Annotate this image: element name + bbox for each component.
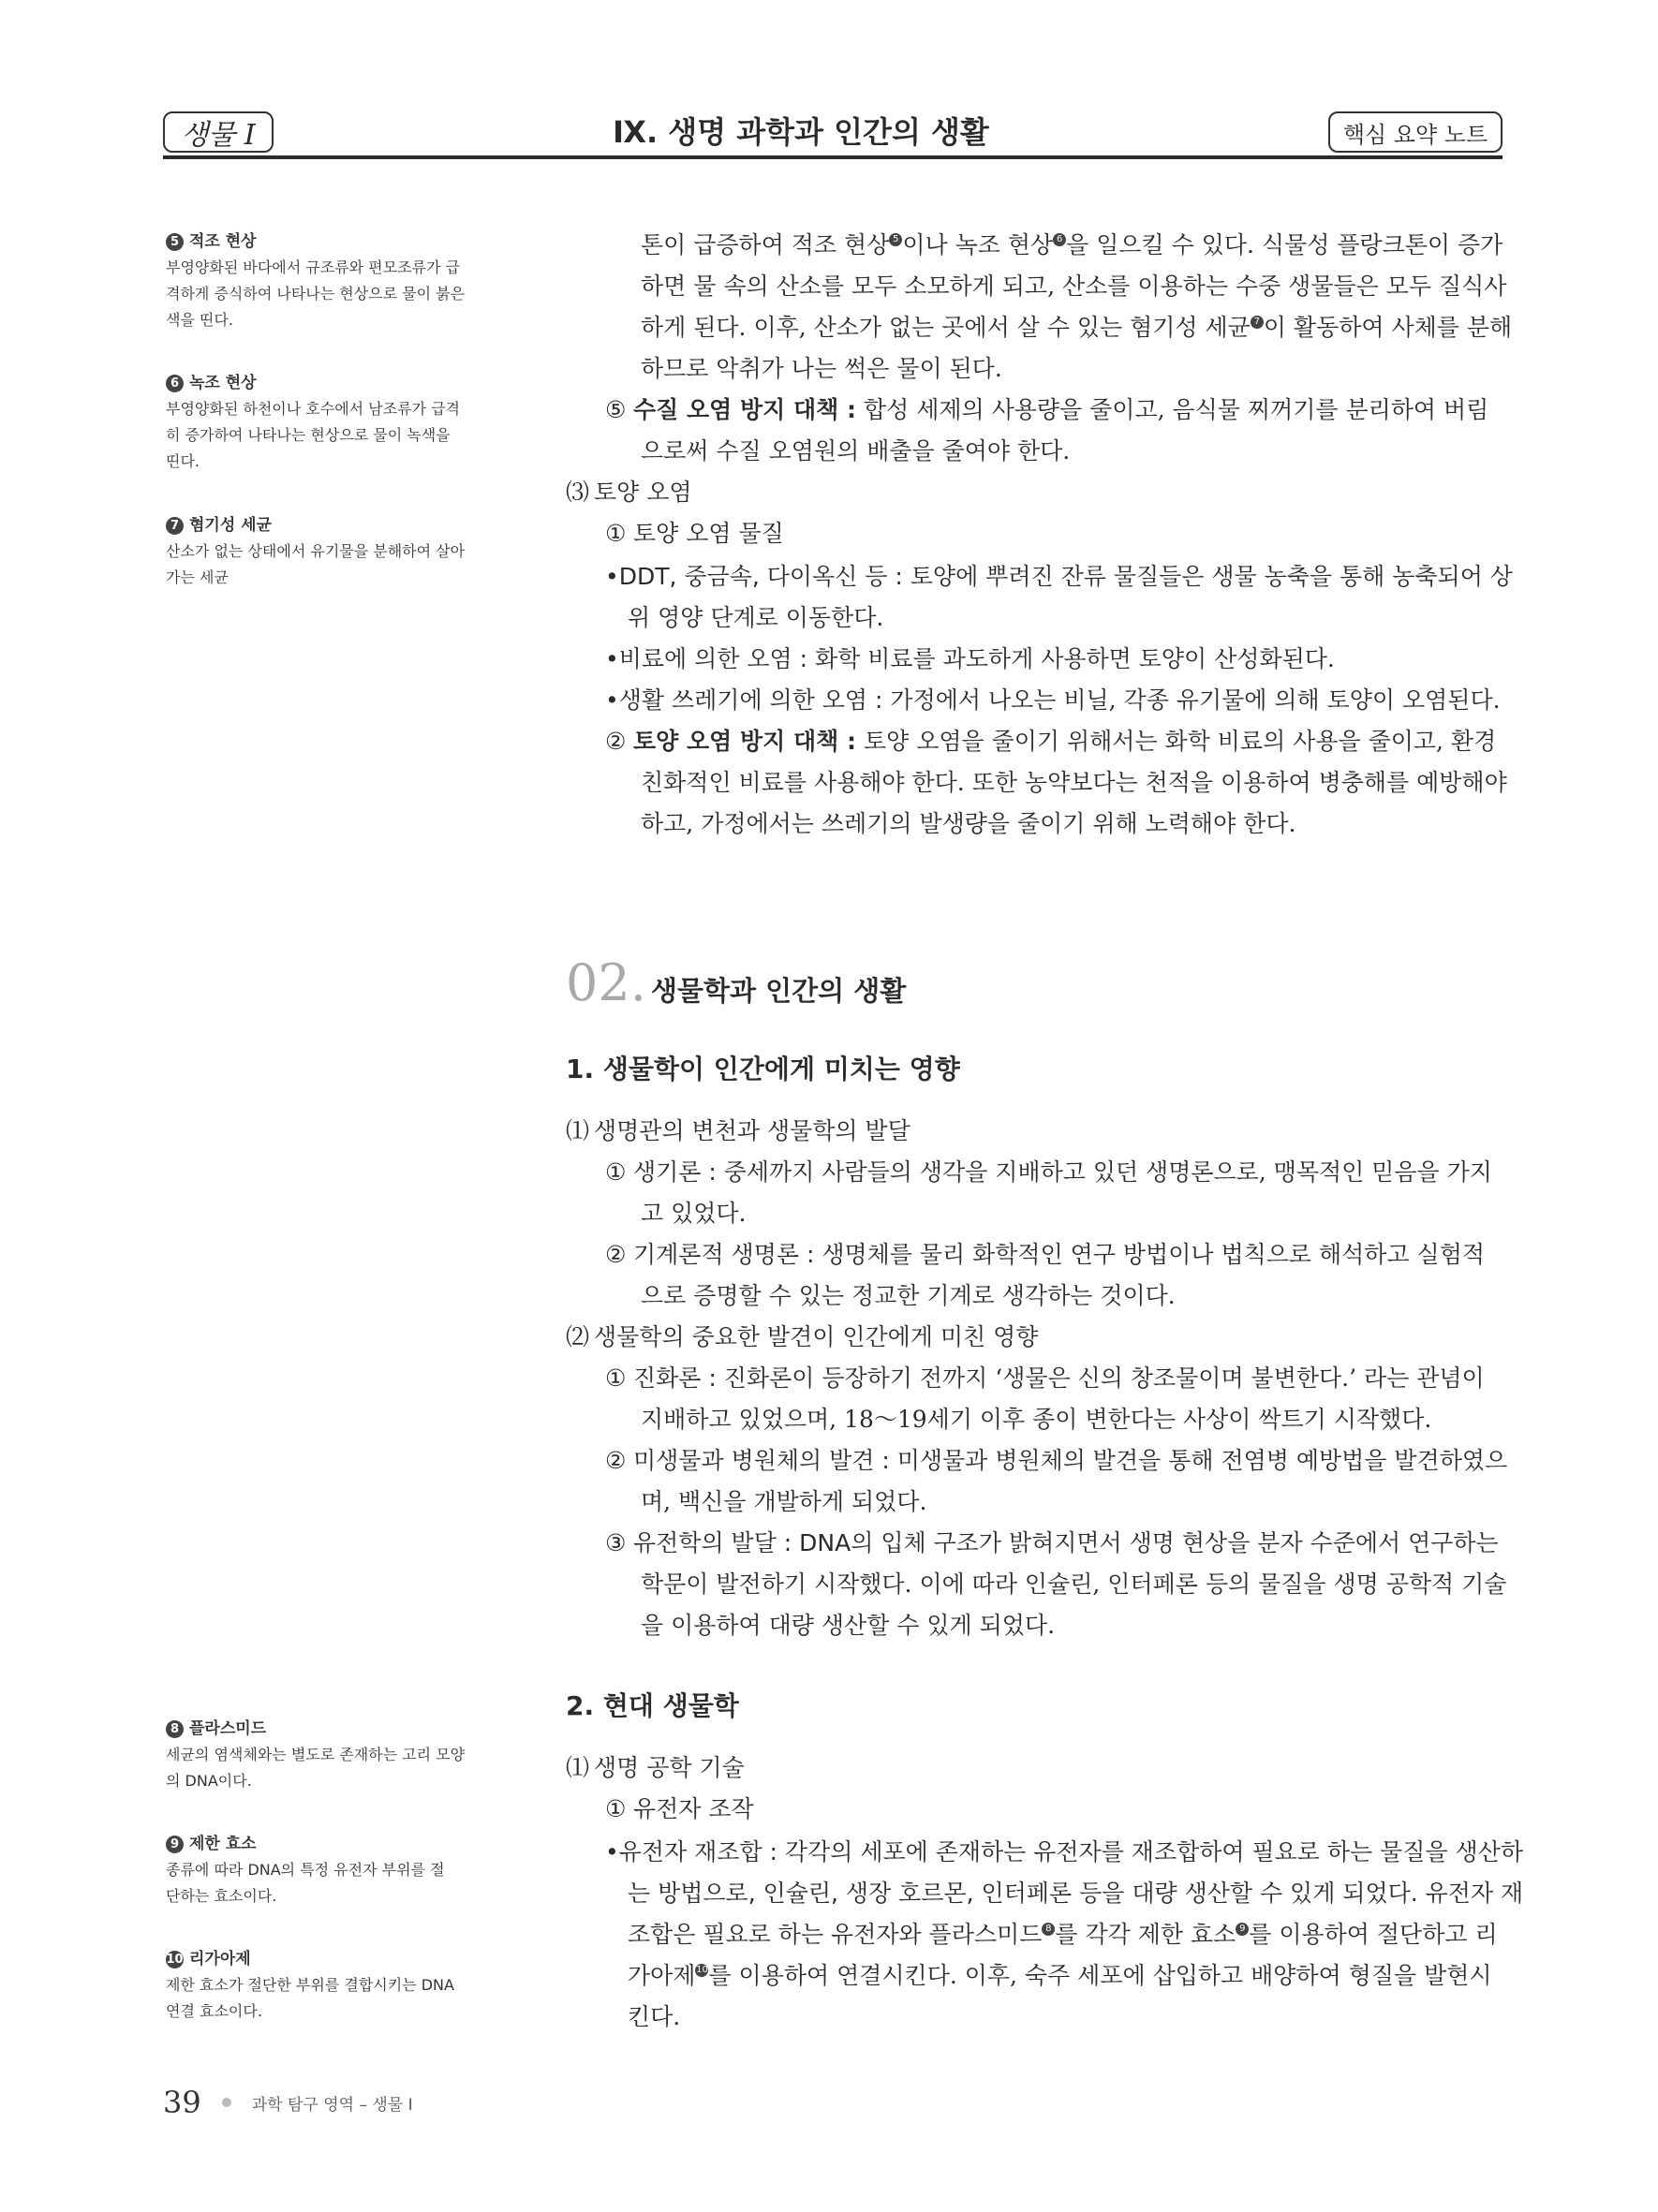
note-line: 색을 띤다. [166, 311, 233, 329]
subsection-heading: ⑴ 생명관의 변천과 생물학의 발달 [566, 1117, 910, 1144]
bullet-item: •유전자 재조합 : 각각의 세포에 존재하는 유전자를 재조합하여 필요로 하는 물질을 생산하 [605, 1838, 1523, 1865]
list-item: ② 미생물과 병원체의 발견 : 미생물과 병원체의 발견을 통해 전염병 예방법을 발견하였으 [605, 1447, 1508, 1474]
section-tag-text: 핵심 요약 노트 [1342, 121, 1488, 148]
body-line: 하게 된다. 이후, 산소가 없는 곳에서 살 수 있는 혐기성 세균 $^7$ 이 활동하여 사체를 분해 [641, 314, 1513, 341]
heading-1: 1. 생물학이 인간에게 미치는 영향 [566, 1054, 960, 1084]
section-tag [1328, 111, 1503, 153]
note-line: 단하는 효소이다. [166, 1887, 277, 1905]
page-title: Ⅸ. 생명 과학과 인간의 생활 [613, 114, 989, 150]
body-line: 친화적인 비료를 사용해야 한다. 또한 농약보다는 천적을 이용하여 병충해를 예방해야 [641, 769, 1507, 796]
subsection-heading: ⑶ 토양 오염 [566, 479, 692, 506]
subsection-heading: ⑵ 생물학의 중요한 발견이 인간에게 미친 영향 [566, 1323, 1039, 1350]
subject-text: 생물 I [181, 119, 256, 152]
body-line: 하므로 악취가 나는 썩은 물이 된다. [641, 355, 1002, 382]
note-line: 종류에 따라 DNA의 특정 유전자 부위를 절 [166, 1861, 445, 1879]
bullet-item: •비료에 의한 오염 : 화학 비료를 과도하게 사용하면 토양이 산성화된다. [605, 645, 1335, 672]
header-rule [163, 155, 1503, 159]
section-title: 생물학과 인간의 생활 [650, 975, 907, 1007]
list-item: ① 진화론 : 진화론이 등장하기 전까지 ‘생물은 신의 창조물이며 불변한다.’ 라는 관념이 [605, 1364, 1485, 1392]
footnote-marker: 9 [1236, 1923, 1249, 1936]
note-number-badge: 8 [166, 1720, 184, 1738]
body-line: 지배하고 있었으며, 18～19세기 이후 종이 변한다는 사상이 싹트기 시작했다. [641, 1406, 1432, 1433]
note-line: 세균의 염색체와는 별도로 존재하는 고리 모양 [166, 1746, 466, 1763]
footer-dot [222, 2098, 231, 2107]
note-title: 녹조 현상 [189, 374, 257, 392]
note-line: 산소가 없는 상태에서 유기물을 분해하여 살아 [166, 542, 466, 560]
body-line: 으로써 수질 오염원의 배출을 줄여야 한다. [641, 437, 1071, 465]
subject-label [163, 111, 274, 153]
body-line: 킨다. [628, 2003, 681, 2030]
body-line: 으로 증명할 수 있는 정교한 기계로 생각하는 것이다. [641, 1282, 1176, 1309]
note-number-badge: 10 [166, 1953, 184, 1967]
note-9 [166, 1831, 503, 1910]
body-line: 위 영양 단계로 이동한다. [628, 604, 884, 631]
note-line: 가는 세균 [166, 568, 229, 586]
note-number-badge: 5 [166, 233, 184, 251]
body-line: 하면 물 속의 산소를 모두 소모하게 되고, 산소를 이용하는 수중 생물들은 모두 질식사 [641, 273, 1507, 300]
note-line: 히 증가하여 나타나는 현상으로 물이 녹색을 [166, 426, 451, 444]
note-title: 혐기성 세균 [189, 516, 273, 535]
page-footer [163, 2085, 413, 2120]
footnote-marker: 5 [889, 233, 902, 246]
list-item: ② 토양 오염 방지 대책 : 토양 오염을 줄이기 위해서는 화학 비료의 사용을 줄이고, 환경 [605, 728, 1497, 755]
note-8 [166, 1716, 503, 1794]
note-title: 적조 현상 [189, 232, 257, 251]
list-item: ③ 유전학의 발달 : DNA의 입체 구조가 밝혀지면서 생명 현상을 분자 수준에서 연구하는 [605, 1529, 1499, 1556]
note-line: 부영양화된 바다에서 규조류와 편모조류가 급 [166, 258, 461, 276]
bullet-item: •DDT, 중금속, 다이옥신 등 : 토양에 뿌려진 잔류 물질들은 생물 농축을 통해 농축되어 상 [605, 563, 1513, 590]
body-line: 학문이 발전하기 시작했다. 이에 따라 인슐린, 인터페론 등의 물질을 생명 공학적 기술 [641, 1571, 1507, 1598]
list-item: ① 유전자 조작 [605, 1795, 754, 1822]
note-line: 격하게 증식하여 나타나는 현상으로 물이 붉은 [166, 285, 466, 302]
body-line: 하고, 가정에서는 쓰레기의 발생량을 줄이기 위해 노력해야 한다. [641, 810, 1296, 837]
subsection-heading: ⑴ 생명 공학 기술 [566, 1754, 745, 1781]
bullet-item: •생활 쓰레기에 의한 오염 : 가정에서 나오는 비닐, 각종 유기물에 의해 토양이 오염된다. [605, 686, 1501, 714]
section-number: 02. [566, 953, 646, 1012]
note-number-badge: 7 [166, 517, 184, 535]
list-item: ② 기계론적 생명론 : 생명체를 물리 화학적인 연구 방법이나 법칙으로 해석하고 실험적 [605, 1241, 1486, 1268]
list-item: ① 생기론 : 중세까지 사람들의 생각을 지배하고 있던 생명론으로, 맹목적인 믿음을 가지 [605, 1158, 1492, 1186]
body-line: 조합은 필요로 하는 유전자와 플라스미드 $^8$ 를 각각 제한 효소 $^9$ 를 이용하여 절단하고 리 [628, 1921, 1498, 1948]
footnote-marker: 6 [1053, 233, 1066, 246]
footnote-marker: 7 [1251, 316, 1264, 329]
note-line: 의 DNA이다. [166, 1772, 252, 1790]
footer-text: 과학 탐구 영역 – 생물 I [251, 2095, 413, 2115]
note-5 [166, 229, 503, 333]
list-item: ① 토양 오염 물질 [605, 520, 784, 547]
note-10 [166, 1946, 503, 2025]
footnote-marker: 8 [1042, 1923, 1055, 1936]
note-title: 리가아제 [189, 1950, 251, 1969]
note-7 [166, 512, 503, 591]
body-line: 고 있었다. [641, 1200, 747, 1227]
heading-2: 2. 현대 생물학 [566, 1690, 739, 1721]
note-line: 부영양화된 하천이나 호수에서 남조류가 급격 [166, 400, 461, 418]
page-number: 39 [163, 2085, 201, 2120]
body-line: 며, 백신을 개발하게 되었다. [641, 1488, 927, 1515]
body-line: 는 방법으로, 인슐린, 생장 호르몬, 인터페론 등을 대량 생산할 수 있게 되었다. 유전자 재 [628, 1880, 1524, 1907]
body-line: 가아제$^{10}$를 이용하여 연결시킨다. 이후, 숙주 세포에 삽입하고 배양하여 형질을 발현시 [628, 1962, 1492, 1989]
note-title: 플라스미드 [189, 1719, 267, 1738]
body-line: 톤이 급증하여 적조 현상 $^5$ 이나 녹조 현상 $^6$ 을 일으킬 수 있다. 식물성 플랑크톤이 증가 [641, 231, 1503, 258]
note-line: 제한 효소가 절단한 부위를 결합시키는 DNA [166, 1976, 454, 1994]
note-line: 연결 효소이다. [166, 2002, 262, 2020]
footnote-marker: 10 [696, 1965, 708, 1975]
note-line: 띤다. [166, 452, 200, 470]
list-item: ⑤ 수질 오염 방지 대책 : 합성 세제의 사용량을 줄이고, 음식물 찌꺼기를 분리하여 버림 [605, 396, 1489, 423]
note-number-badge: 6 [166, 375, 184, 392]
body-line: 을 이용하여 대량 생산할 수 있게 되었다. [641, 1612, 1056, 1639]
section-heading [566, 953, 906, 1012]
note-title: 제한 효소 [189, 1835, 257, 1853]
note-number-badge: 9 [166, 1836, 184, 1853]
note-6 [166, 370, 503, 475]
